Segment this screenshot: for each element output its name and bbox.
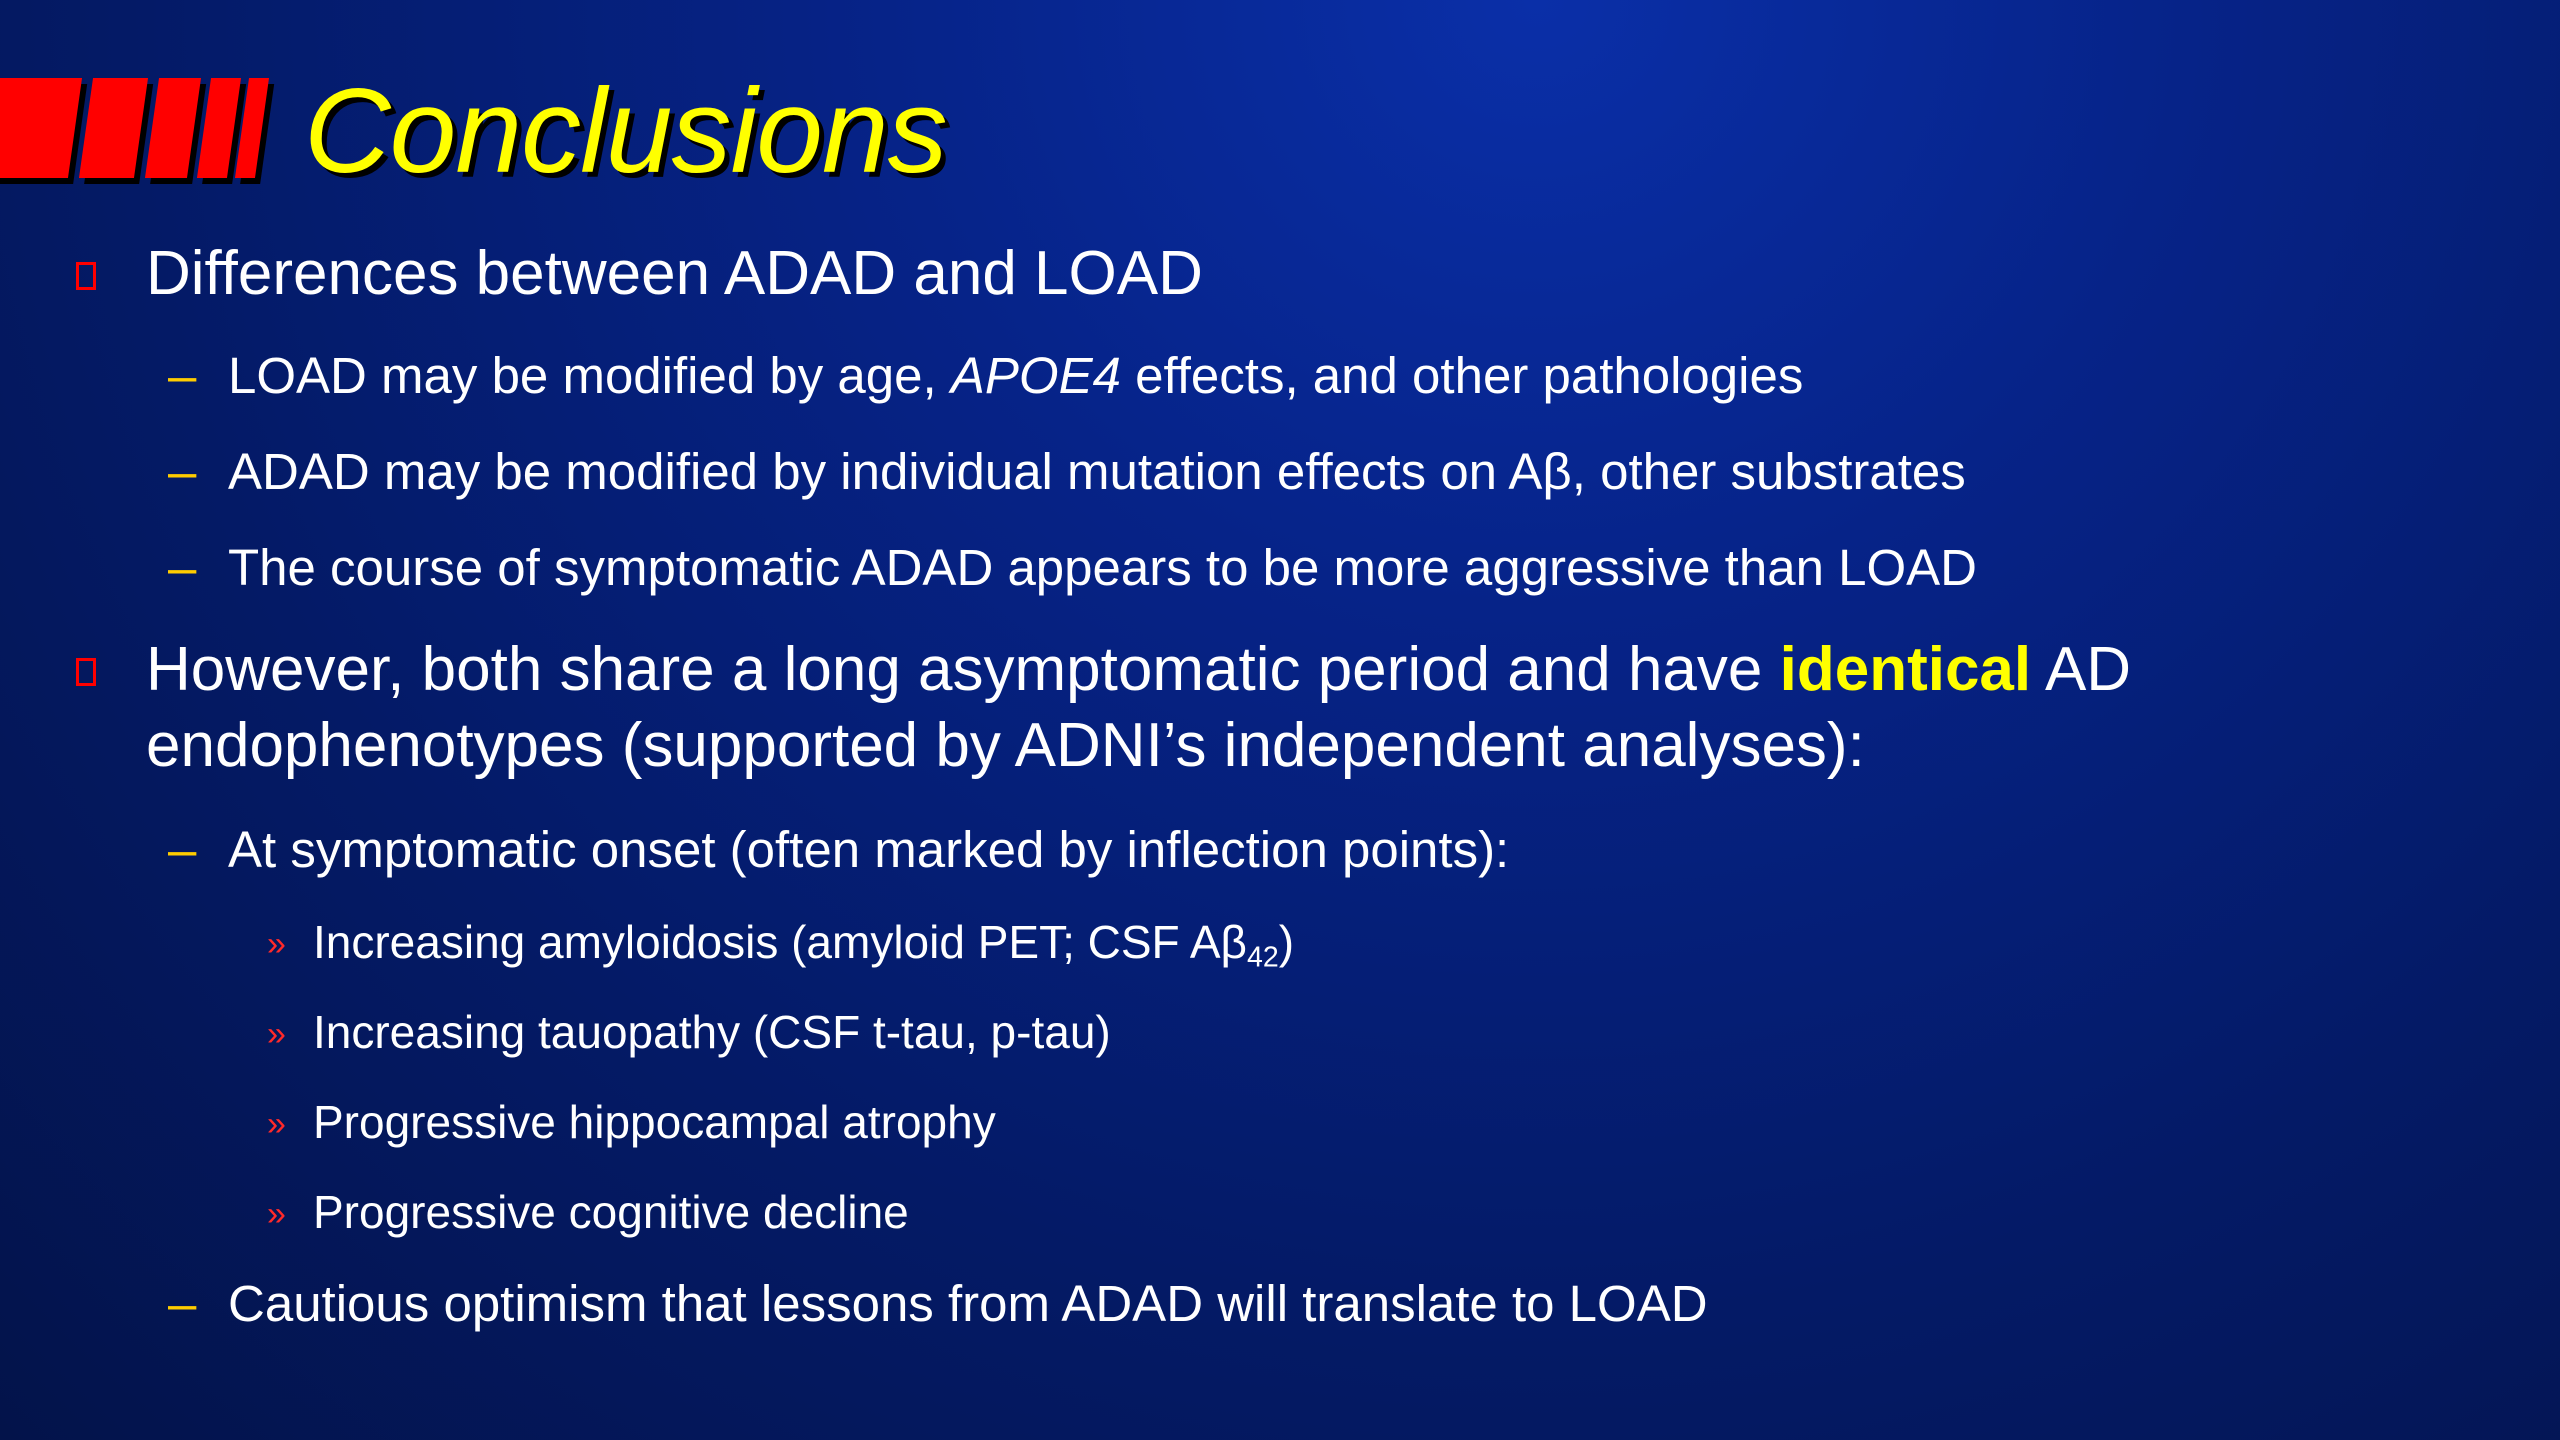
however-text-post: AD endophenotypes (supported by ADNI’s independent analyses):	[146, 635, 2132, 780]
square-bullet-icon	[76, 262, 96, 290]
bullet-differences-text: Differences between ADAD and LOAD	[146, 239, 1203, 308]
sub-bullet-adad	[168, 442, 2428, 502]
adad-text: ADAD may be modified by individual mutation effects on Aβ, other substrates	[228, 443, 1966, 500]
raquo-bullet-icon: »	[267, 1105, 286, 1143]
atrophy-text: Progressive hippocampal atrophy	[313, 1096, 996, 1148]
dash-bullet-icon: –	[168, 347, 197, 404]
item-amyloid	[267, 914, 2413, 974]
amyloid-subscript: 42	[1247, 941, 1279, 974]
raquo-bullet-icon: »	[267, 1195, 286, 1233]
item-cognitive	[267, 1184, 2413, 1240]
amyloid-text-post: )	[1278, 916, 1295, 968]
onset-text: At symptomatic onset (often marked by inflection points):	[228, 821, 1510, 878]
dash-bullet-icon: –	[168, 443, 197, 500]
however-text-pre: However, both share a long asymptomatic period and have	[146, 635, 1780, 704]
dash-bullet-icon: –	[168, 539, 197, 596]
slide-title: Conclusions	[304, 64, 947, 198]
raquo-bullet-icon: »	[267, 1015, 286, 1053]
bullet-differences	[146, 236, 2446, 312]
sub-bullet-onset	[168, 820, 2428, 880]
load-text-post: effects, and other pathologies	[1120, 347, 1804, 404]
dash-bullet-icon: –	[168, 821, 197, 878]
square-bullet-icon	[76, 658, 96, 686]
however-highlight: identical	[1779, 635, 2032, 704]
optimism-text: Cautious optimism that lessons from ADAD will translate to LOAD	[228, 1275, 1708, 1332]
sub-bullet-optimism	[168, 1274, 2428, 1334]
sub-bullet-load	[168, 346, 2428, 406]
dash-bullet-icon: –	[168, 1275, 197, 1332]
sub-bullet-course	[168, 538, 2428, 598]
cognitive-text: Progressive cognitive decline	[313, 1186, 909, 1238]
course-text: The course of symptomatic ADAD appears to be more aggressive than LOAD	[228, 539, 1977, 596]
load-text-pre: LOAD may be modified by age,	[228, 347, 951, 404]
item-tau	[267, 1004, 2413, 1060]
item-atrophy	[267, 1094, 2413, 1150]
load-text-italic: APOE4	[950, 347, 1121, 404]
tau-text: Increasing tauopathy (CSF t-tau, p-tau)	[313, 1006, 1111, 1058]
raquo-bullet-icon: »	[267, 925, 286, 963]
amyloid-text-pre: Increasing amyloidosis (amyloid PET; CSF Aβ	[313, 916, 1248, 968]
bullet-however	[146, 632, 2446, 784]
